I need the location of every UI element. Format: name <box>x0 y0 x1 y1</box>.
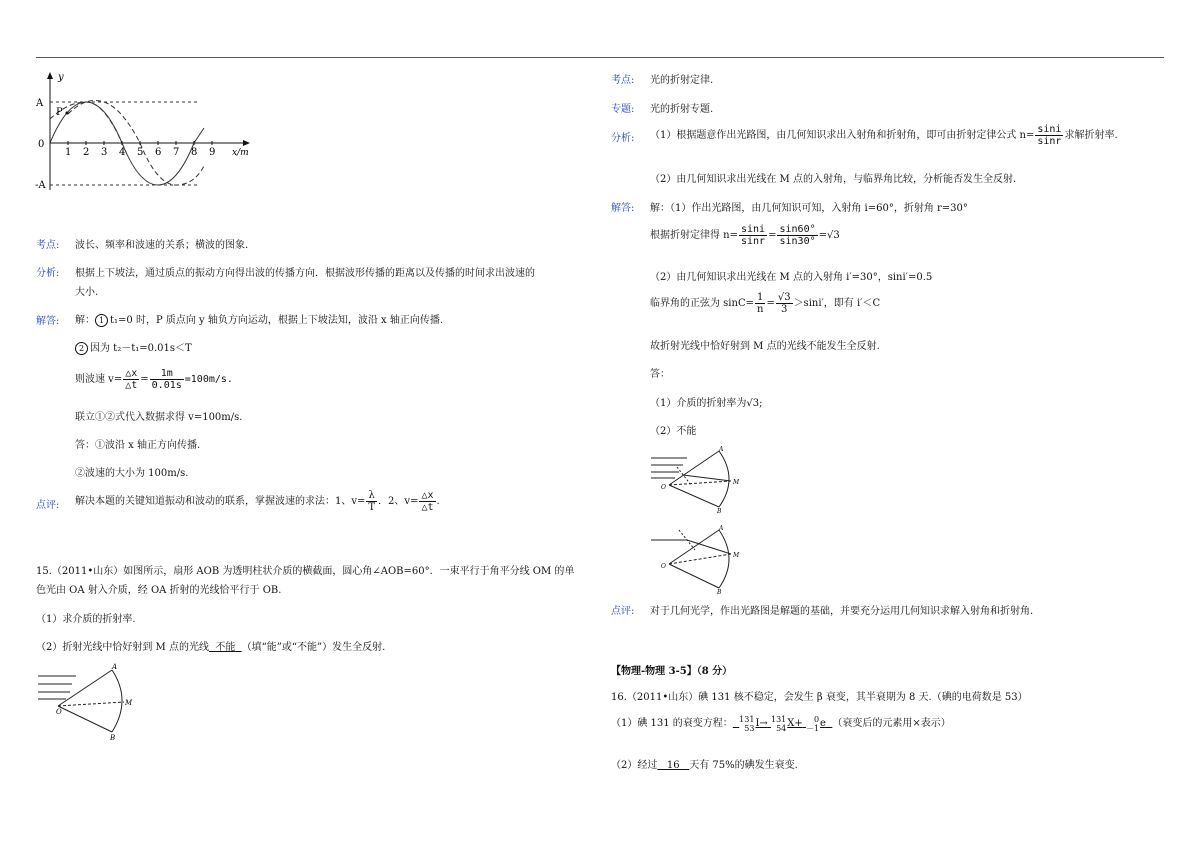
x-tick-label: 9 <box>209 147 216 158</box>
answer-text: 16 <box>666 760 680 771</box>
header-rule <box>36 57 1164 58</box>
atomic-number: －1 <box>805 723 820 733</box>
r-ans-label: 答： <box>650 369 670 380</box>
q14-jieda-line-6: ②波速的大小为 100m/s. <box>75 468 189 479</box>
q14-line3-result: =100m/s. <box>184 374 233 385</box>
circled-number-1: 1 <box>95 314 108 327</box>
light-path-figure-1 <box>649 445 749 513</box>
tick-zero: 0 <box>38 139 45 150</box>
q14-fenxi-text-2: 大小. <box>75 287 99 298</box>
frac-den: sinr <box>741 236 766 247</box>
q14-kaodian-label: 考点: <box>36 240 60 251</box>
r-zhuanti-label: 专题: <box>611 104 635 115</box>
radius-oa <box>58 670 112 706</box>
x-tick-label: 3 <box>101 147 108 158</box>
frac-num: λ <box>366 490 377 502</box>
x-axis-arrow <box>243 140 250 146</box>
q14-line2-text: 因为 t₂－t₁=0.01s＜T <box>90 343 192 354</box>
q15-sub-1: （1）求介质的折射率. <box>36 614 136 625</box>
r-fenxi-label: 分析: <box>611 133 635 144</box>
q16-sub2-answer <box>657 760 689 771</box>
symbol-x: X+ <box>787 718 803 729</box>
arrow: → <box>759 718 768 729</box>
r-jieda-line-1: 解：（1）作出光路图，由几何知识可知，入射角 i=60°，折射角 r=30° <box>650 203 968 214</box>
q16-sub-1 <box>611 714 951 733</box>
frac-num: 1m <box>150 368 184 380</box>
q14-dianping-text: 解决本题的关键知道振动和波动的联系，掌握波速的求法：1、v= <box>75 496 366 507</box>
r-dianping-text: 对于几何光学，作出光路图是解题的基础，并要充分运用几何知识求解入射角和折射角. <box>650 606 1034 617</box>
frac-den: △t <box>125 380 138 391</box>
radius-ob <box>669 564 719 588</box>
q16-sub2-suffix: 天有 75%的碘发生衰变. <box>689 760 798 771</box>
bisector-om <box>669 554 731 564</box>
q15-sub-2 <box>36 638 385 653</box>
x-tick-label: 4 <box>119 147 126 158</box>
label-p: P <box>56 107 63 118</box>
q15-stem-1: 15.（2011•山东）如图所示，扇形 AOB 为透明柱状介质的横截面，圆心角∠AOB=60°．一束平行于角平分线 OM 的单 <box>36 566 575 577</box>
y-axis-label: y <box>58 72 64 83</box>
light-path-figure-2 <box>649 522 749 594</box>
frac-num: sini <box>1037 124 1062 135</box>
q14-fenxi-label: 分析: <box>36 268 60 279</box>
frac-num: △x <box>125 368 138 379</box>
wave-graph <box>34 70 256 195</box>
q14-jieda-line-4: 联立①②式代入数据求得 v=100m/s. <box>75 412 243 423</box>
symbol-i: I <box>755 718 760 729</box>
frac-den: 0.01s <box>151 380 182 391</box>
radius-oa <box>669 530 719 564</box>
fraction-dx-dt <box>123 368 139 391</box>
q15-sub2-answer <box>209 642 242 653</box>
refracted-ray <box>683 475 731 481</box>
q14-dianping-label: 点评: <box>36 500 60 511</box>
bisector-om <box>58 702 124 706</box>
label-b: B <box>717 589 722 594</box>
mass-number: 131 <box>739 714 755 724</box>
r-jieda-line-3: （2）由几何知识求出光线在 M 点的入射角 i′=30°，sini′=0.5 <box>650 272 933 283</box>
q16-sub1-suffix: （衰变后的元素用×表示） <box>832 718 951 729</box>
r-jieda-label: 解答: <box>611 203 635 214</box>
frac-den: △t <box>421 502 434 513</box>
radius-ob <box>669 485 719 507</box>
frac-den: 3 <box>781 304 788 315</box>
r-ans-2: （2）不能 <box>650 426 697 437</box>
frac-num: 1 <box>755 292 765 304</box>
r-jieda-line-5: 故折射光线中恰好射到 M 点的光线不能发生全反射. <box>650 341 880 352</box>
q16-sub1-answer <box>733 714 833 733</box>
q16-sub2-prefix: （2）经过 <box>611 760 658 771</box>
arc-ab <box>719 530 729 588</box>
q14-jieda-label: 解答: <box>36 316 60 327</box>
mass-number: 0 <box>813 714 820 724</box>
x-tick-label: 6 <box>155 147 162 158</box>
r-fenxi1-prefix: （1）根据题意作出光路图，由几何知识求出入射角和折射角，即可由折射定律公式 n= <box>650 130 1035 141</box>
r-jieda2-prefix: 根据折射定律得 n= <box>650 230 738 241</box>
arc-ab <box>112 670 122 732</box>
r-fenxi-line-1 <box>650 124 1118 147</box>
symbol-e: e <box>820 718 826 729</box>
label-b: B <box>110 734 116 742</box>
r-fenxi1-suffix: 求解折射率. <box>1064 130 1118 141</box>
bisector-om <box>669 481 731 485</box>
r-fenxi-line-2: （2）由几何知识求出光线在 M 点的入射角，与临界角比较，分析能否发生全反射. <box>650 174 1017 185</box>
q14-dianping-line <box>75 490 440 513</box>
frac-den: n <box>756 304 764 315</box>
r-jieda4-eq: = <box>766 298 775 309</box>
frac-den: sinr <box>1037 136 1062 147</box>
r-zhuanti-text: 光的折射专题. <box>650 104 714 115</box>
r-jieda4-prefix: 临界角的正弦为 sinC= <box>650 298 754 309</box>
q14-jieda-prefix: 解： <box>75 315 95 326</box>
q14-dianping-mid: ．2、v= <box>378 496 419 507</box>
mass-number: 131 <box>770 714 787 724</box>
q14-jieda-line-5: 答：①波沿 x 轴正方向传播. <box>75 440 201 451</box>
isotope-i <box>739 715 754 733</box>
r-jieda2-result: =√3 <box>818 230 840 241</box>
q14-line3-prefix: 则波速 v= <box>75 374 123 385</box>
x-tick-label: 5 <box>137 147 144 158</box>
arc-ab <box>719 451 729 507</box>
x-ticks <box>65 141 215 158</box>
q14-line3-eq: = <box>140 374 149 385</box>
r-ans-1: （1）介质的折射率为√3; <box>650 398 763 409</box>
frac-num: △x <box>421 490 434 501</box>
r-jieda4-suffix: ＞sini′，即有 i′＜C <box>793 298 881 309</box>
isotope-e <box>806 715 819 733</box>
y-axis-arrow <box>47 72 53 79</box>
answer-text: 不能 <box>215 642 236 653</box>
fraction-lambda-t <box>366 490 377 513</box>
q14-jieda-line-2 <box>75 339 192 355</box>
point-p <box>66 112 69 115</box>
label-o: O <box>661 484 666 491</box>
label-a: A <box>719 525 724 532</box>
frac-num: √3 <box>777 292 791 303</box>
frac-num: sini <box>741 224 766 235</box>
q14-jieda-line-3 <box>75 368 233 391</box>
r-kaodian-label: 考点: <box>611 75 635 86</box>
fraction-1m-001s <box>150 368 184 391</box>
x-tick-label: 7 <box>173 147 180 158</box>
frac-num: sin60° <box>779 224 816 235</box>
fraction-1-n <box>755 292 765 315</box>
radius-oa <box>669 451 719 485</box>
fraction-sqrt3-3 <box>776 292 793 315</box>
x-tick-label: 8 <box>191 147 198 158</box>
fraction-sini-sinr-2 <box>739 224 767 247</box>
r-dianping-label: 点评: <box>611 606 635 617</box>
frac-den: sin30° <box>779 236 816 247</box>
label-m: M <box>733 479 740 486</box>
label-o: O <box>56 708 62 716</box>
q15-sub2-prefix: （2）折射光线中恰好射到 M 点的光线 <box>36 642 209 653</box>
circled-number-2: 2 <box>75 342 88 355</box>
label-o: O <box>661 563 666 570</box>
r-jieda-line-2 <box>650 224 840 247</box>
label-b: B <box>717 508 722 513</box>
tick-a: A <box>36 98 44 109</box>
atomic-number: 54 <box>776 723 787 733</box>
r-jieda-line-4 <box>650 292 880 315</box>
fraction-sini-sinr <box>1035 124 1063 147</box>
q15-stem-2: 色光由 OA 射入介质，经 OA 折射的光线恰平行于 OB. <box>36 585 282 596</box>
q16-stem: 16.（2011•山东）碘 131 核不稳定，会发生 β 衰变，其半衰期为 8 天.（碘的电荷数是 53） <box>611 692 1028 703</box>
x-tick-label: 1 <box>65 147 72 158</box>
label-a: A <box>112 663 118 671</box>
q15-sub2-suffix: （填“能”或“不能”）发生全反射. <box>241 642 386 653</box>
atomic-number: 53 <box>744 723 755 733</box>
fraction-sin60-sin30 <box>777 224 817 247</box>
q14-dianping-end: . <box>436 496 440 507</box>
label-a: A <box>719 446 724 453</box>
q14-kaodian-text: 波长、频率和波速的关系；横波的图象. <box>75 240 249 251</box>
fraction-dx-dt-2 <box>419 490 435 513</box>
q16-sub1-prefix: （1）碘 131 的衰变方程： <box>611 718 733 729</box>
q15-sector-figure <box>36 662 136 742</box>
tick-neg-a: -A <box>35 180 46 191</box>
q16-section-title: 【物理-物理 3-5】（8 分） <box>611 666 733 677</box>
q16-sub-2 <box>611 756 798 771</box>
x-tick-label: 2 <box>83 147 90 158</box>
q14-jieda-line-1 <box>75 311 443 327</box>
label-m: M <box>125 699 133 707</box>
q14-fenxi-text-1: 根据上下坡法，通过质点的振动方向得出波的传播方向．根据波形传播的距离以及传播的时间求出波速的 <box>75 268 535 279</box>
q14-line1-text: t₁=0 时，P 质点向 y 轴负方向运动，根据上下坡法知，波沿 x 轴正向传播. <box>110 315 444 326</box>
r-jieda2-eq: = <box>768 230 777 241</box>
r-kaodian-text: 光的折射定律. <box>650 75 714 86</box>
isotope-x <box>771 715 786 733</box>
frac-den: T <box>368 502 376 513</box>
x-axis-label: x/m <box>232 148 249 158</box>
radius-ob <box>58 706 112 732</box>
label-m: M <box>733 552 740 559</box>
